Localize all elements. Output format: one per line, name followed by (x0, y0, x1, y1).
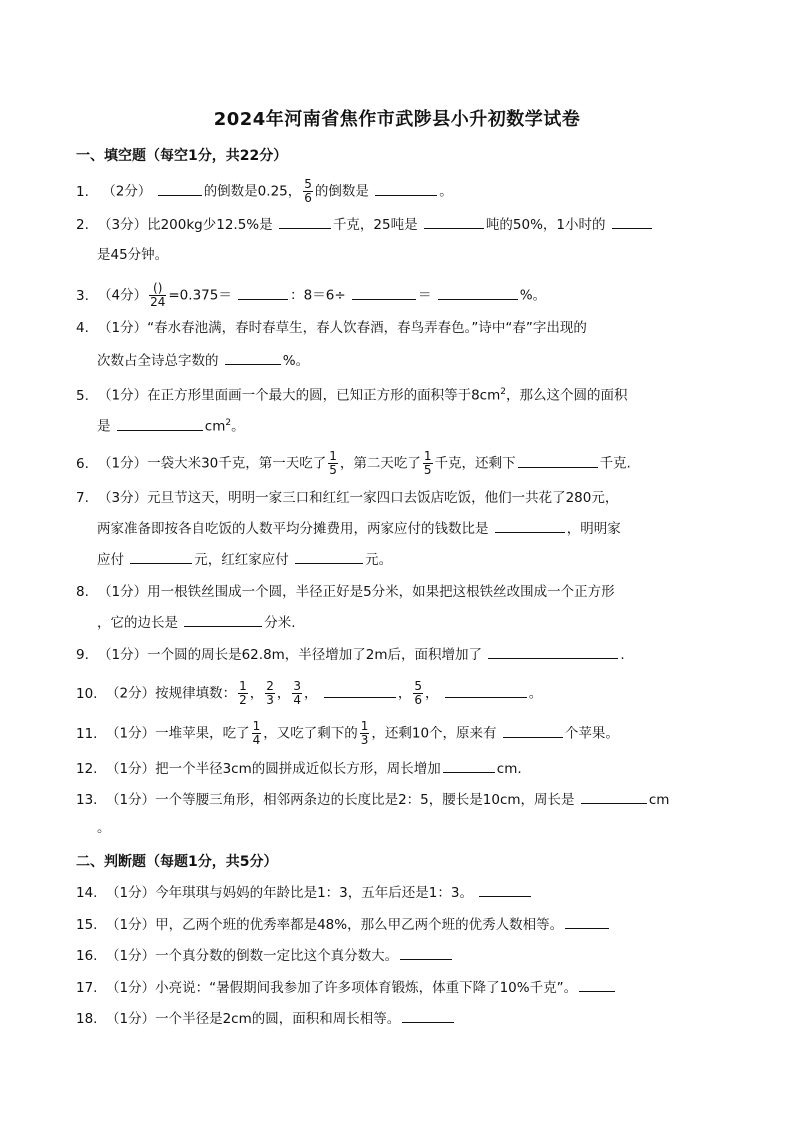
answer-blank[interactable] (495, 518, 565, 533)
question-14-line: 14. （1分）今年琪琪与妈妈的年龄比是1：3，五年后还是1：3。 (76, 882, 724, 903)
question-2-line1: 2. （3分）比200kg少12.5%是 千克，25吨是 吨的50%，1小时的 (76, 214, 724, 235)
answer-blank[interactable] (479, 882, 531, 897)
question-10-line: 10. （2分）按规律填数： $\frac{1}{2}$ ， $\frac{2}{3}$ ， $\frac{3}{4}$ ， ， $\frac{5}{6}$ ， 。 (76, 679, 543, 707)
fraction: $\frac{1}{3}$ (360, 719, 369, 747)
answer-blank[interactable] (518, 453, 598, 468)
page-title: 2024年河南省焦作市武陟县小升初数学试卷 (213, 109, 581, 130)
section-heading-fill: 一、填空题（每空1分，共22分） (76, 148, 288, 164)
answer-blank[interactable] (581, 789, 647, 804)
question-9-line: 9. （1分）一个圆的周长是62.8m，半径增加了2m后，面积增加了 . (76, 644, 724, 665)
section-heading-judge: 二、判断题（每题1分，共5分） (76, 854, 278, 870)
answer-blank[interactable] (445, 683, 527, 698)
fraction: $\frac{1}{5}$ (329, 449, 337, 477)
answer-blank[interactable] (612, 214, 652, 229)
question-5-line2: 是 $cm^2$。 (97, 413, 724, 437)
question-2-line2: 是45分钟。 (97, 247, 169, 263)
answer-blank[interactable] (117, 416, 203, 431)
answer-blank[interactable] (324, 683, 396, 698)
fraction: $\frac{3}{4}$ (293, 679, 302, 707)
answer-blank[interactable] (130, 549, 192, 564)
question-13-line2: 。 (97, 820, 111, 836)
fraction: $\frac{5}{6}$ (304, 177, 312, 205)
answer-blank[interactable] (443, 758, 495, 773)
fraction: $\frac{2}{3}$ (266, 679, 274, 707)
question-8-line2: ，它的边长是 分米. (97, 612, 724, 633)
fraction: $\frac{1}{5}$ (423, 449, 432, 477)
answer-blank[interactable] (184, 612, 262, 627)
question-5-line1: 5. （1分）在正方形里面画一个最大的圆，已知正方形的面积等于$8cm^2$，那么这个圆的面积 (76, 387, 628, 404)
answer-blank[interactable] (400, 945, 452, 960)
fraction: $\frac{()}{24}$ (150, 281, 166, 309)
question-7-line2: 两家准备即按各自吃饭的人数平均分摊费用，两家应付的钱数比是 ，明明家 (97, 518, 724, 539)
fraction: $\frac{1}{4}$ (252, 719, 261, 747)
question-4-line1: 4. （1分）“春水春池满，春时春草生，春人饮春酒，春鸟弄春色。”诗中“春”字出现的 (76, 320, 587, 336)
answer-blank[interactable] (225, 350, 281, 365)
answer-blank[interactable] (402, 1008, 454, 1023)
fraction: $\frac{5}{6}$ (414, 679, 422, 707)
question-7-line1: 7. （3分）元旦节这天，明明一家三口和红红一家四口去饭店吃饭，他们一共花了280元， (76, 490, 619, 506)
question-7-line3: 应付 元，红红家应付 元。 (97, 549, 724, 570)
question-16-line: 16. （1分）一个真分数的倒数一定比这个真分数大。 (76, 945, 724, 966)
question-11-line: 11. （1分）一堆苹果，吃了 $\frac{1}{4}$ ，又吃了剩下的 $\frac{1}{3}$ ，还剩10个，原来有 个苹果。 (76, 719, 619, 747)
answer-blank[interactable] (488, 644, 618, 659)
answer-blank[interactable] (565, 914, 609, 929)
answer-blank[interactable] (503, 723, 563, 738)
question-12-line: 12. （1分）把一个半径3cm的圆拼成近似长方形，周长增加 cm. (76, 758, 724, 779)
fraction: $\frac{1}{2}$ (239, 679, 247, 707)
answer-blank[interactable] (579, 977, 615, 992)
answer-blank[interactable] (424, 214, 484, 229)
question-17-line: 17. （1分）小亮说：“暑假期间我参加了许多项体育锻炼，体重下降了10%千克”。 (76, 977, 724, 998)
question-18-line: 18. （1分）一个半径是2cm的圆，面积和周长相等。 (76, 1008, 724, 1029)
answer-blank[interactable] (279, 214, 331, 229)
question-13-line1: 13. （1分）一个等腰三角形，相邻两条边的长度比是2：5，腰长是10cm，周长是 cm (76, 789, 724, 810)
question-6-line: 6. （1分）一袋大米30千克，第一天吃了 $\frac{1}{5}$ ，第二天吃了 $\frac{1}{5}$ 千克，还剩下 千克. (76, 449, 631, 477)
question-3-line: 3. （4分） $\frac{()}{24}$ =0.375＝ ：8＝6÷ ＝ %。 (76, 281, 547, 309)
question-4-line2: 次数占全诗总字数的 %。 (97, 350, 724, 371)
answer-blank[interactable] (238, 285, 288, 300)
question-1-line: 1. （2分） 的倒数是0.25， $\frac{5}{6}$ 的倒数是 。 (76, 177, 453, 205)
answer-blank[interactable] (352, 285, 416, 300)
answer-blank[interactable] (158, 181, 202, 196)
answer-blank[interactable] (295, 549, 363, 564)
answer-blank[interactable] (375, 181, 437, 196)
answer-blank[interactable] (438, 285, 518, 300)
question-15-line: 15. （1分）甲，乙两个班的优秀率都是48%，那么甲乙两个班的优秀人数相等。 (76, 914, 724, 935)
question-8-line1: 8. （1分）用一根铁丝围成一个圆，半径正好是5分米，如果把这根铁丝改围成一个正方形 (76, 584, 615, 600)
